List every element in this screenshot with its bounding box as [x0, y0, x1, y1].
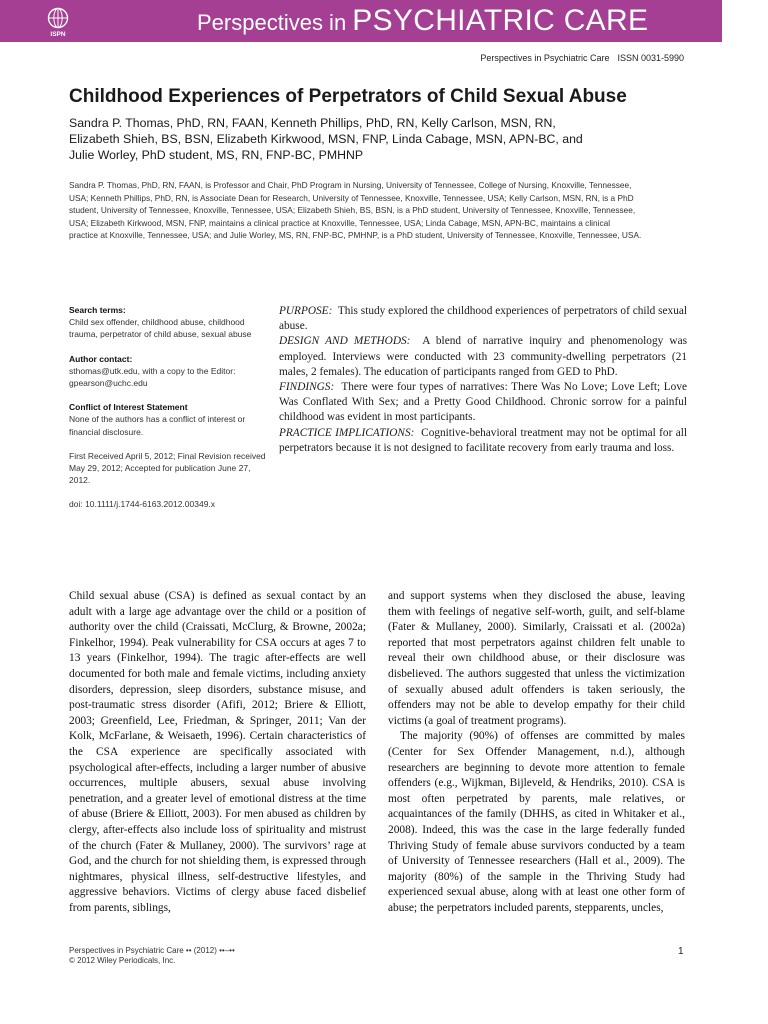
author-list — [69, 115, 699, 163]
abstract — [279, 304, 687, 456]
search-terms-heading: Search terms: — [69, 305, 126, 315]
affiliation-line: USA; Elizabeth Kirkwood, MSN, FNP, maintains a clinical practice at Knoxville, Tennessee, USA; Linda Cabage, MSN, APN-BC, maintains a clinical — [69, 217, 611, 228]
author-contact: sthomas@utk.edu, with a copy to the Editor: gpearson@uchc.edu — [69, 365, 236, 389]
banner-title-prefix: Perspectives in — [197, 10, 353, 35]
footer-copyright: © 2012 Wiley Periodicals, Inc. — [69, 956, 176, 965]
ispn-logo-icon — [46, 7, 70, 37]
abstract-design — [279, 334, 687, 380]
abstract-findings — [279, 380, 687, 426]
body-paragraph: The majority (90%) of offenses are committed by males (Center for Sex Offender Management, n.d.), although researchers are beginning to devote more attention to female offenders (e.g., Wijkman, Bijleveld, & Hendriks, 2010). CSA is most often perpetrated by parents, male relatives, or acquaintances of the family (DHHS, as cited in Whitaker et al., 2008). Indeed, this was the case in the large federally funded Thriving Study of female abuse survivors conducted by a team of University of Tennessee researchers (Hall et al., 2009). The majority (80%) of the sample in the Thriving Study had experienced sexual abuse, along with at least one other form of abuse; the perpetrators included parents, stepparents, uncles, — [388, 730, 685, 914]
abstract-text: A blend of narrative inquiry and phenomenology was employed. Interviews were conducted with 23 community-dwelling perpetrators (21 males, 2 females). The education of participants ranged from GED to PhD. — [279, 335, 687, 378]
footer-citation: Perspectives in Psychiatric Care •• (2012) ••–•• — [69, 946, 235, 955]
body-paragraph: Child sexual abuse (CSA) is defined as sexual contact by an adult with a large age advantage over the child or a position of authority over the child (Craissati, McClurg, & Browne, 2002a; Finkelhor, 1994). Peak vulnerability for CSA occurs at ages 7 to 13 years (Finkelhor, 1994). The tragic after-effects are well documented for both male and female victims, including anxiety disorders, depression, sleep disorders, substance misuse, and post-traumatic stress disorder (Afifi, 2012; Briere & Elliott, 2003; Greenfield, Lee, Friedman, & Springer, 2011; Van der Kolk, McFarlane, & Weisaeth, 1996). Certain characteristics of the CSA experience are specifically associated with psychological after-effects, including a larger number of abusive occurrences, multiple abusers, sexual abuse involving penetration, and a greater level of emotional distress at the time of abuse (Briere & Elliott, 2003). For men abused as children by clergy, after-effects also include loss of spirituality and mistrust of the church (Fater & Mullaney, 2000). The survivors’ rage at God, and the church for not shielding them, is expressed through nightmares, physical illness, self-destructive lifestyles, and aggressive behaviors. Victims of clergy abuse faced disbelief from parents, siblings, — [69, 590, 366, 914]
author-line: Elizabeth Shieh, BS, BSN, Elizabeth Kirkwood, MSN, FNP, Linda Cabage, MSN, APN-BC, and — [69, 132, 583, 146]
author-contact-heading: Author contact: — [69, 353, 133, 364]
affiliation-line: USA; Kenneth Phillips, PhD, RN, is Associate Dean for Research, University of Tennessee, Knoxville, Tennessee, USA; Kelly Carlson, MSN, RN, is a PhD — [69, 192, 634, 203]
article-sidebar — [69, 304, 267, 523]
affiliation-line: practice at Knoxville, Tennessee, USA; and Julie Worley, MS, RN, FNP-BC, PMHNP, is a PhD student, University of Tennessee, Knoxville, Tennessee, USA. — [69, 230, 642, 241]
journal-name: Perspectives in Psychiatric Care — [480, 53, 610, 63]
conflict-heading: Conflict of Interest Statement — [69, 402, 188, 413]
abstract-label: PRACTICE IMPLICATIONS: — [279, 426, 415, 439]
banner-title-main: PSYCHIATRIC CARE — [352, 4, 649, 37]
abstract-label: DESIGN AND METHODS: — [279, 335, 411, 348]
issn: ISSN 0031-5990 — [617, 53, 684, 63]
abstract-purpose — [279, 304, 687, 334]
page-footer — [69, 946, 235, 966]
journal-banner — [0, 0, 722, 42]
affiliations — [69, 179, 694, 242]
body-paragraph: and support systems when they disclosed the abuse, leaving them with feelings of negative self-worth, guilt, and self-blame (Fater & Mullaney, 2000). Similarly, Craissati et al. (2002a) reported that most perpetrators against children felt unable to reveal their own childhood abuse, or their disclosure was disbelieved. The authors suggested that unless the victimization of sexually abused adult offenders is taken seriously, the offenders may not be able to develop empathy for their child victims (a goal of treatment programs). — [388, 590, 685, 727]
conflict-statement: None of the authors has a conflict of interest or financial disclosure. — [69, 414, 246, 437]
search-terms: Child sex offender, childhood abuse, childhood trauma, perpetrator of child abuse, sexual abuse — [69, 317, 252, 340]
abstract-label: FINDINGS: — [279, 381, 335, 394]
author-line: Sandra P. Thomas, PhD, RN, FAAN, Kenneth Phillips, PhD, RN, Kelly Carlson, MSN, RN, — [69, 116, 556, 130]
abstract-text: This study explored the childhood experiences of perpetrators of child sexual abuse. — [279, 305, 687, 333]
affiliation-line: Sandra P. Thomas, PhD, RN, FAAN, is Professor and Chair, PhD Program in Nursing, University of Tennessee, College of Nursing, Knoxville, Tennessee, — [69, 180, 632, 190]
abstract-text: Cognitive-behavioral treatment may not be optimal for all perpetrators because it is not designed to facilitate recovery from early trauma and loss. — [279, 426, 687, 454]
journal-header-line — [480, 53, 684, 63]
publication-history: First Received April 5, 2012; Final Revision received May 29, 2012; Accepted for publication June 27, 2012. — [69, 450, 266, 486]
affiliation-line: student, University of Tennessee, Knoxville, Tennessee, USA; Elizabeth Shieh, BS, BSN, is a PhD student, University of Tennessee, Knoxville, Tennessee, — [69, 205, 636, 216]
page-number: 1 — [678, 946, 684, 957]
logo-text: ISPN — [50, 31, 66, 37]
abstract-label: PURPOSE: — [279, 305, 333, 317]
body-column-left — [69, 589, 366, 916]
body-column-right — [388, 589, 685, 916]
doi-link[interactable]: doi: 10.1111/j.1744-6163.2012.00349.x — [69, 499, 216, 510]
abstract-text: There were four types of narratives: There Was No Love; Love Left; Love Was Conflated With Sex; and a Pretty Good Childhood. Chronic sorrow for a painful childhood was evident in most participants. — [279, 381, 687, 424]
banner-title — [197, 4, 648, 38]
article-title: Childhood Experiences of Perpetrators of Child Sexual Abuse — [69, 86, 627, 107]
author-line: Julie Worley, PhD student, MS, RN, FNP-BC, PMHNP — [69, 148, 364, 162]
abstract-practice — [279, 426, 687, 456]
